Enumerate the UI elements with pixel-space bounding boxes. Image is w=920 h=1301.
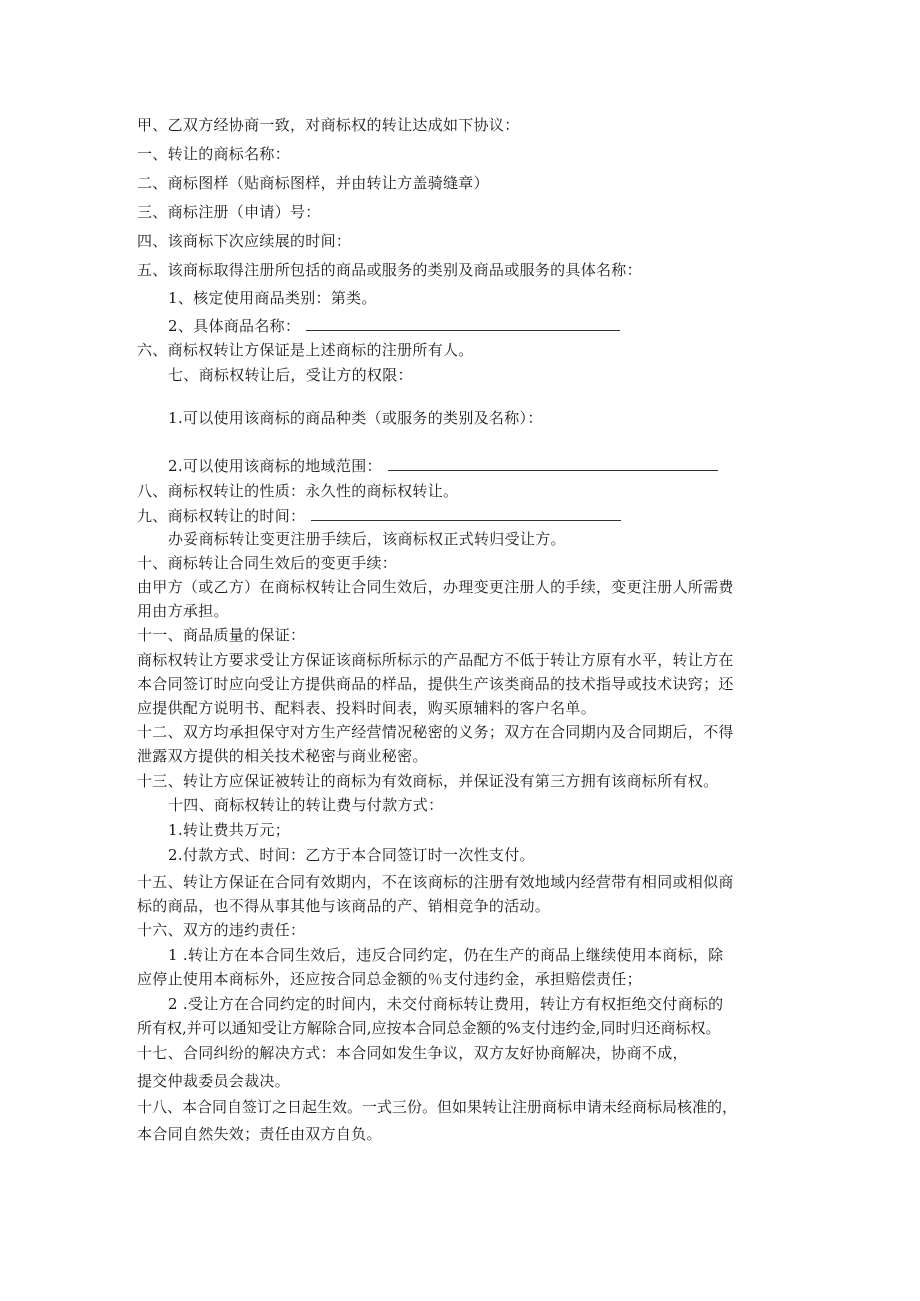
- text-line: 二、商标图样（贴商标图样，并由转让方盖骑缝章）: [137, 174, 489, 192]
- text-line: 办妥商标转让变更注册手续后，该商标权正式转归受让方。: [168, 530, 566, 548]
- text-line: 五、该商标取得注册所包括的商品或服务的类别及商品或服务的具体名称：: [137, 261, 642, 279]
- text-line: 1 .转让方在本合同生效后，违反合同约定，仍在生产的商品上继续使用本商标，除: [168, 946, 724, 964]
- text-line: 应提供配方说明书、配料表、投料时间表，购买原辅料的客户名单。: [137, 699, 597, 717]
- text-line: 2、具体商品名称：: [168, 317, 301, 335]
- text-line: 十六、双方的违约责任：: [137, 921, 306, 939]
- text-line: 十四、商标权转让的转让费与付款方式：: [168, 796, 444, 814]
- text-line: 十一、商品质量的保证：: [137, 626, 306, 644]
- text-line-with-blank: [137, 506, 621, 526]
- text-line: 2 .受让方在合同约定的时间内，未交付商标转让费用，转让方有权拒绝交付商标的: [168, 995, 724, 1013]
- text-line: 本合同自然失效；责任由双方自负。: [137, 1125, 382, 1143]
- text-line: 由甲方（或乙方）在商标权转让合同生效后，办理变更注册人的手续，变更注册人所需费: [137, 578, 734, 596]
- text-line: 七、商标权转让后，受让方的权限：: [168, 366, 413, 384]
- text-line: 三、商标注册（申请）号：: [137, 203, 321, 221]
- text-line: 十、商标转让合同生效后的变更手续：: [137, 554, 398, 572]
- text-line: 1.转让费共万元；: [168, 821, 291, 839]
- text-line: 1、核定使用商品类别：第类。: [168, 289, 377, 307]
- text-line: 十八、本合同自签订之日起生效。一式三份。但如果转让注册商标申请未经商标局核准的，: [137, 1098, 738, 1116]
- text-line: 九、商标权转让的时间：: [137, 507, 306, 525]
- blank-line: [311, 506, 621, 521]
- text-line: 甲、乙双方经协商一致，对商标权的转让达成如下协议：: [137, 116, 520, 134]
- text-line: 十二、双方均承担保守对方生产经营情况秘密的义务；双方在合同期内及合同期后，不得: [137, 723, 734, 741]
- text-line: 十三、转让方应保证被转让的商标为有效商标，并保证没有第三方拥有该商标所有权。: [137, 772, 719, 790]
- text-line: 商标权转让方要求受让方保证该商标所标示的产品配方不低于转让方原有水平，转让方在: [137, 651, 734, 669]
- text-line: 用由方承担。: [137, 602, 229, 620]
- text-line-with-blank: [168, 456, 718, 476]
- text-line: 1.可以使用该商标的商品种类（或服务的类别及名称）：: [168, 409, 543, 427]
- text-line: 标的商品，也不得从事其他与该商品的产、销相竞争的活动。: [137, 897, 551, 915]
- text-line: 四、该商标下次应续展的时间：: [137, 232, 352, 250]
- text-line: 2.可以使用该商标的地域范围：: [168, 457, 382, 475]
- text-line: 八、商标权转让的性质：永久性的商标权转让。: [137, 482, 459, 500]
- text-line: 所有权,并可以通知受让方解除合同,应按本合同总金额的%支付违约金,同时归还商标权。: [137, 1019, 721, 1037]
- text-line: 十五、转让方保证在合同有效期内，不在该商标的注册有效地域内经营带有相同或相似商: [137, 873, 734, 891]
- text-line: 提交仲裁委员会裁决。: [137, 1072, 291, 1090]
- text-line: 一、转让的商标名称：: [137, 145, 291, 163]
- text-line: 应停止使用本商标外，还应按合同总金额的％支付违约金，承担赔偿责任；: [137, 970, 642, 988]
- text-line: 泄露双方提供的相关技术秘密与商业秘密。: [137, 747, 428, 765]
- text-line: 六、商标权转让方保证是上述商标的注册所有人。: [137, 341, 474, 359]
- blank-line: [306, 316, 620, 331]
- text-line-with-blank: [168, 316, 620, 336]
- text-line: 2.付款方式、时间：乙方于本合同签订时一次性支付。: [168, 846, 535, 864]
- text-line: 本合同签订时应向受让方提供商品的样品，提供生产该类商品的技术指导或技术诀窍；还: [137, 675, 734, 693]
- blank-line: [388, 456, 718, 471]
- text-line: 十七、合同纠纷的解决方式：本合同如发生争议，双方友好协商解决，协商不成，: [137, 1044, 688, 1062]
